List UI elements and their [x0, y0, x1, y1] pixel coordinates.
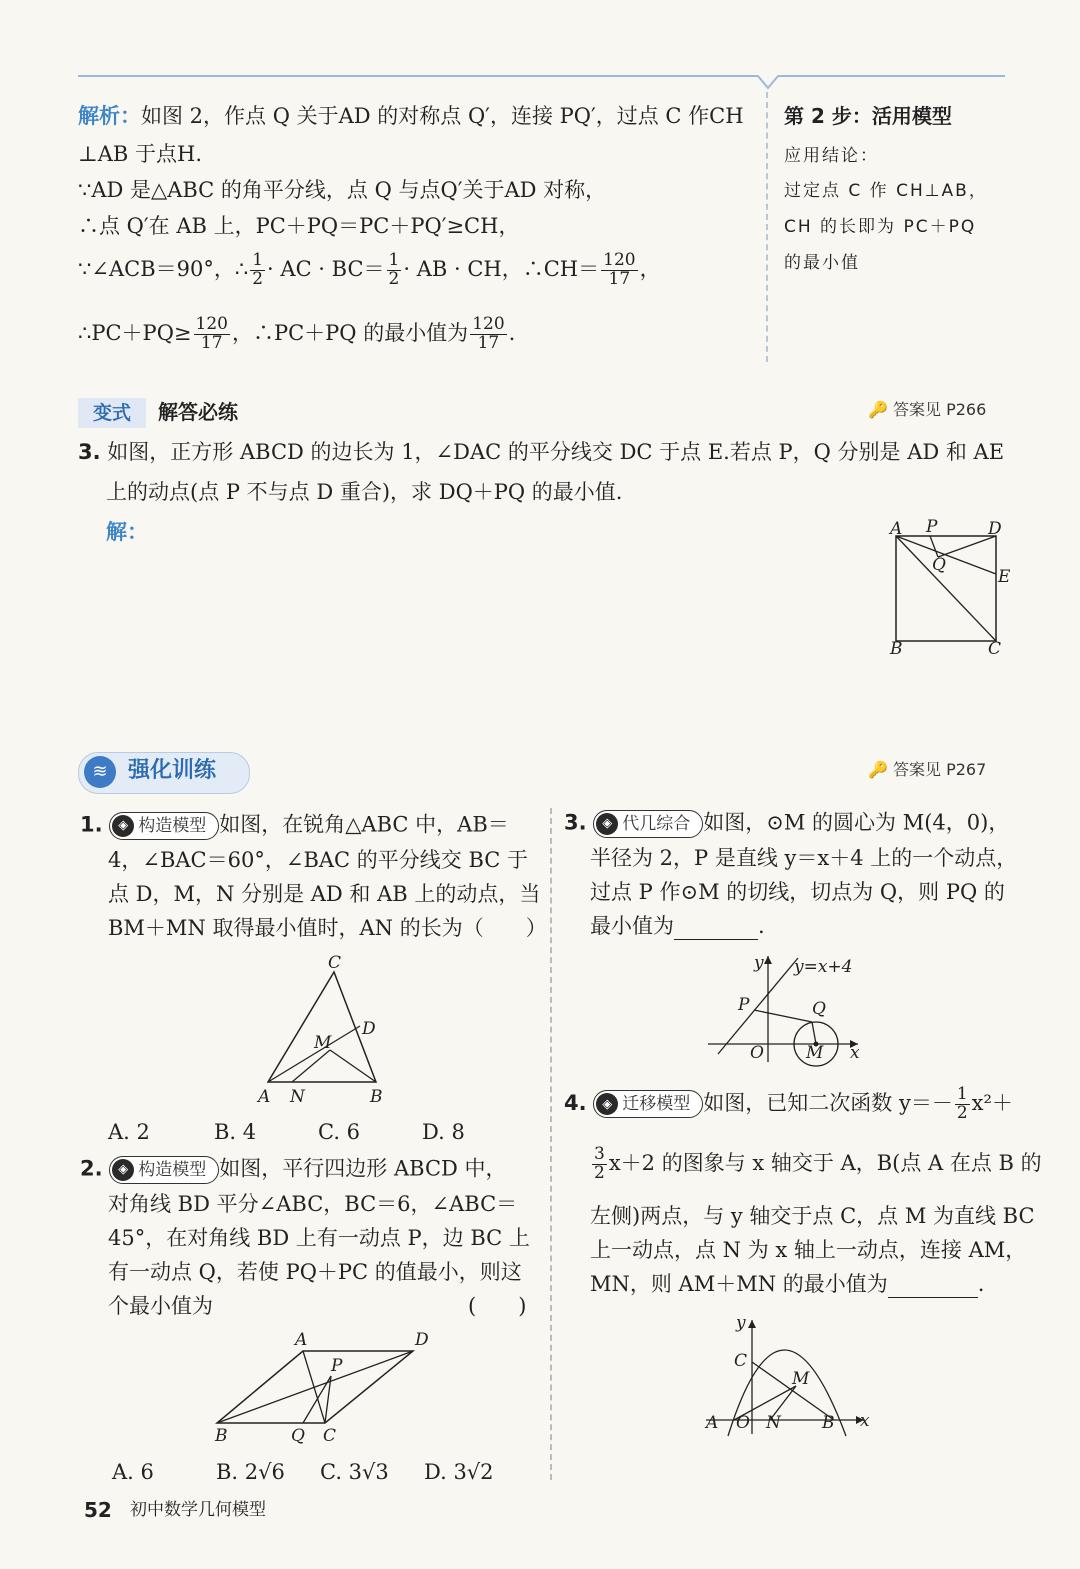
p2-line-2: 对角线 BD 平分∠ABC，BC＝6，∠ABC＝: [108, 1192, 518, 1216]
key-icon: 🔑: [868, 760, 888, 779]
svg-text:x: x: [860, 1411, 870, 1431]
p1-option-a[interactable]: A. 2: [108, 1120, 150, 1144]
svg-text:D: D: [362, 1019, 376, 1039]
cube-icon: ◈: [112, 1159, 134, 1181]
side-line-3: CH 的长即为 PC＋PQ: [784, 217, 977, 237]
p4-parabola-figure: [700, 1310, 880, 1440]
p1-line-1: 1. ◈ 构造模型 如图，在锐角△ABC 中，AB＝: [80, 812, 509, 840]
training-answer-ref[interactable]: 🔑 答案见 P267: [868, 760, 987, 779]
p4-line-3: 左侧)两点，与 y 轴交于点 C，点 M 为直线 BC: [590, 1204, 1035, 1228]
analysis-line-6: ∴PC＋PQ≥ $\frac{120}{17}$ ，∴PC＋PQ 的最小值为 $\frac{120}{17}$ .: [78, 314, 516, 353]
p4-tag: ◈ 迁移模型: [593, 1090, 703, 1118]
training-title: 强化训练: [128, 758, 217, 783]
cube-icon: ◈: [112, 815, 134, 837]
p2-line-5: 个最小值为: [108, 1294, 213, 1318]
svg-text:x: x: [850, 1043, 860, 1063]
p1-option-b[interactable]: B. 4: [214, 1120, 257, 1144]
p2-option-a[interactable]: A. 6: [112, 1460, 154, 1484]
p3-line-1: 3. ◈ 代几综合 如图，⊙M 的圆心为 M(4，0)，: [564, 810, 1009, 838]
side-line-2: 过定点 C 作 CH⊥AB，: [784, 181, 988, 201]
analysis-line-1: 解析：如图 2，作点 Q 关于AD 的对称点 Q′，连接 PQ′，过点 C 作CH: [78, 104, 744, 128]
cube-icon: ◈: [596, 1093, 618, 1115]
p1-tag: ◈ 构造模型: [109, 812, 219, 840]
p3-tag: ◈ 代几综合: [593, 810, 703, 838]
svg-text:C: C: [328, 953, 342, 973]
fraction-half: $\frac{1}{2}$: [956, 1084, 968, 1123]
fraction-half: $\frac{1}{2}$: [252, 250, 264, 289]
svg-text:N: N: [766, 1413, 781, 1433]
variant-answer-ref[interactable]: 🔑 答案见 P266: [868, 400, 987, 419]
book-title: 初中数学几何模型: [130, 1500, 266, 1520]
svg-text:B: B: [370, 1087, 383, 1107]
p4-line-2: $\frac{3}{2}$ x＋2 的图象与 x 轴交于 A，B(点 A 在点 B 的: [594, 1144, 1042, 1183]
p1-triangle-figure: [250, 950, 400, 1110]
svg-text:Q: Q: [812, 999, 826, 1019]
svg-text:N: N: [290, 1087, 305, 1107]
p2-parallelogram-figure: [205, 1325, 445, 1445]
p2-line-4: 有一动点 Q，若使 PQ＋PC 的值最小，则这: [108, 1260, 522, 1284]
side-line-4: 的最小值: [784, 253, 860, 273]
fraction-three-halves: $\frac{3}{2}$: [594, 1144, 605, 1183]
svg-text:Q: Q: [291, 1426, 305, 1445]
side-line-1: 应用结论：: [784, 146, 879, 166]
p1-line-3: 点 D，M，N 分别是 AD 和 AB 上的动点，当: [108, 882, 541, 906]
analysis-line-5: ∵∠ACB＝90°，∴ $\frac{1}{2}$ · AC · BC＝ $\frac{1}{2}$ · AB · CH，∴CH＝ $\frac{120}{17}$ ，: [78, 250, 661, 289]
side-divider: [766, 92, 768, 362]
p1-option-c[interactable]: C. 6: [318, 1120, 361, 1144]
p2-option-d[interactable]: D. 3√2: [424, 1460, 494, 1484]
analysis-line-3: ∵AD 是△ABC 的角平分线，点 Q 与点Q′关于AD 对称，: [78, 178, 607, 202]
analysis-line-4: ∴点 Q′在 AB 上，PC＋PQ＝PC＋PQ′≥CH，: [78, 214, 520, 238]
svg-text:A: A: [706, 1413, 719, 1433]
svg-text:A: A: [258, 1087, 271, 1107]
p3-circle-figure: [700, 950, 880, 1070]
svg-text:P: P: [926, 517, 938, 537]
svg-text:D: D: [988, 519, 1002, 539]
svg-text:D: D: [415, 1330, 429, 1350]
svg-text:C: C: [323, 1426, 337, 1445]
analysis-label: 解析：: [78, 104, 141, 128]
svg-text:A: A: [295, 1330, 308, 1350]
p2-option-b[interactable]: B. 2√6: [216, 1460, 285, 1484]
svg-text:A: A: [890, 519, 903, 539]
analysis-line-2: ⊥AB 于点H.: [78, 142, 203, 166]
p1-line-2: 4，∠BAC＝60°，∠BAC 的平分线交 BC 于: [108, 848, 529, 872]
column-divider: [550, 808, 552, 1480]
side-title: 第 2 步：活用模型: [784, 104, 952, 128]
svg-text:M: M: [806, 1043, 824, 1063]
p2-option-c[interactable]: C. 3√3: [320, 1460, 389, 1484]
svg-text:P: P: [738, 995, 750, 1015]
key-icon: 🔑: [868, 400, 888, 419]
fraction-120-17: $\frac{120}{17}$: [603, 250, 636, 289]
svg-text:C: C: [734, 1351, 748, 1371]
svg-text:y: y: [736, 1313, 746, 1333]
fraction-half: $\frac{1}{2}$: [388, 250, 400, 289]
p3-line-4: 最小值为 .: [590, 914, 765, 940]
layers-icon: ≋: [84, 756, 116, 788]
variant-badge: 变式: [78, 398, 146, 428]
p3-line-3: 过点 P 作⊙M 的切线，切点为 Q，则 PQ 的: [590, 880, 1005, 904]
svg-text:O: O: [750, 1043, 764, 1063]
solve-label: 解：: [106, 520, 148, 544]
top-rule: [0, 0, 1080, 100]
p2-line-3: 45°，在对角线 BD 上有一动点 P，边 BC 上: [108, 1226, 530, 1250]
svg-text:B: B: [890, 639, 903, 659]
svg-text:O: O: [736, 1413, 750, 1433]
svg-text:M: M: [314, 1033, 332, 1053]
svg-text:Q: Q: [932, 555, 946, 575]
p3-line-2: 半径为 2，P 是直线 y＝x＋4 上的一个动点，: [590, 846, 1018, 870]
fraction-120-17: $\frac{120}{17}$: [195, 314, 228, 353]
svg-text:B: B: [822, 1413, 835, 1433]
svg-text:P: P: [331, 1356, 343, 1376]
p2-tag: ◈ 构造模型: [109, 1156, 219, 1184]
p4-line-4: 上一动点，点 N 为 x 轴上一动点，连接 AM，: [590, 1238, 1027, 1262]
svg-text:E: E: [998, 567, 1010, 587]
p1-line-4: BM＋MN 取得最小值时，AN 的长为（ ）: [108, 916, 547, 940]
cube-icon: ◈: [596, 813, 618, 835]
svg-text:y: y: [754, 953, 764, 973]
svg-text:y=x+4: y=x+4: [794, 957, 853, 977]
p4-line-5: MN，则 AM＋MN 的最小值为 .: [590, 1272, 984, 1298]
p1-option-d[interactable]: D. 8: [422, 1120, 465, 1144]
svg-text:C: C: [988, 639, 1002, 659]
variant-title: 解答必练: [158, 400, 238, 424]
fraction-120-17: $\frac{120}{17}$: [472, 314, 505, 353]
p2-bracket: ( ): [468, 1294, 527, 1318]
p2-line-1: 2. ◈ 构造模型 如图，平行四边形 ABCD 中，: [80, 1156, 507, 1184]
svg-text:B: B: [215, 1426, 228, 1445]
square-figure: [880, 512, 1010, 662]
p4-line-1: 4. ◈ 迁移模型 如图，已知二次函数 y＝－ $\frac{1}{2}$ x²＋: [564, 1084, 1013, 1123]
answer-blank[interactable]: [888, 1272, 978, 1298]
variant-question-line-2: 上的动点(点 P 不与点 D 重合)，求 DQ＋PQ 的最小值.: [106, 480, 623, 504]
variant-question-line-1: 3. 如图，正方形 ABCD 的边长为 1，∠DAC 的平分线交 DC 于点 E.若点 P，Q 分别是 AD 和 AE: [78, 440, 1005, 464]
page-number: 52: [84, 1498, 112, 1522]
svg-text:M: M: [792, 1369, 810, 1389]
answer-blank[interactable]: [674, 914, 758, 940]
